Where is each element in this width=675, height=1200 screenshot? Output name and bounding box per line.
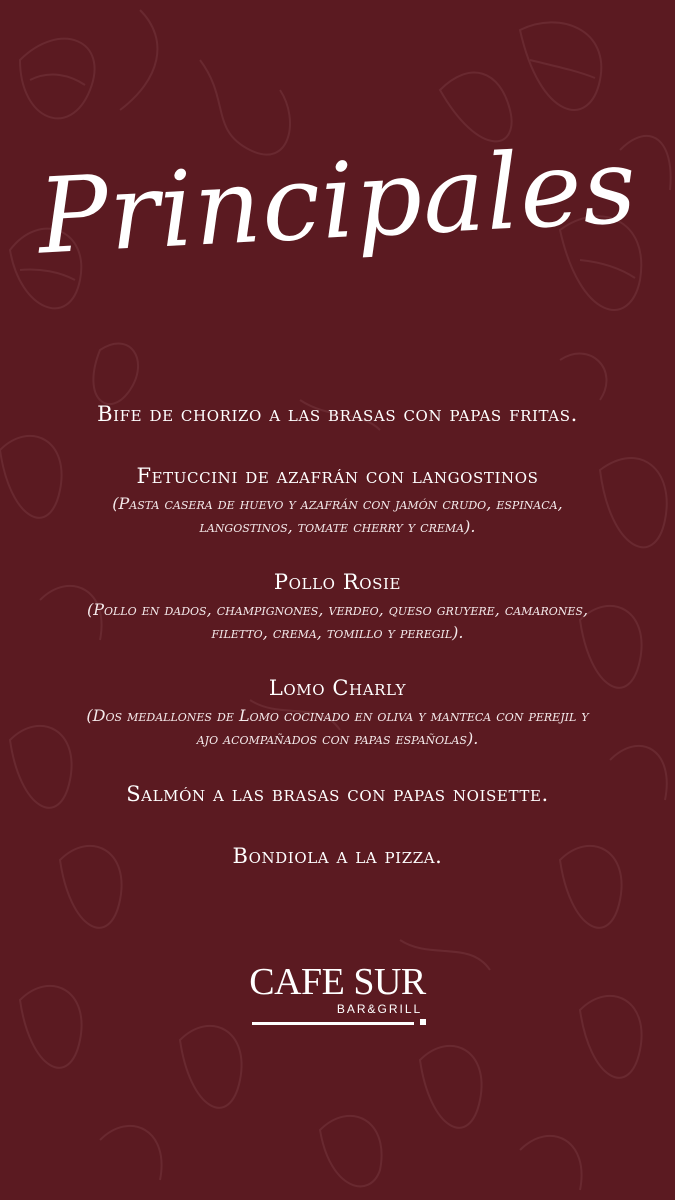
logo-wordmark: CAFE SUR (249, 961, 426, 1003)
menu-item (0, 566, 675, 644)
menu-item-name: Fetuccini de azafrán con langostinos (136, 464, 539, 488)
menu-item-name: Pollo Rosie (273, 570, 402, 594)
menu-item (0, 672, 675, 750)
menu-item (0, 460, 675, 538)
page-title: Principales (35, 124, 640, 278)
menu-item (0, 398, 675, 430)
menu-item-description: (Dos medallones de Lomo cocinado en oliva y manteca con perejil y ajo acompañados con papas españolas). (86, 706, 589, 748)
logo-subtitle: BAR&GRILL (336, 1002, 423, 1016)
logo-dot (420, 1019, 426, 1025)
menu-item-name: Salmón a las brasas con papas noisette. (126, 782, 549, 806)
menu-item-description: (Pasta casera de huevo y azafrán con jamón crudo, espinaca, langostinos, tomate cherry y crema). (112, 494, 563, 536)
menu-item-description: (Pollo en dados, champignones, verdeo, queso gruyere, camarones, filetto, crema, tomillo y peregil). (86, 600, 589, 642)
menu-list (0, 398, 675, 872)
menu-item-name: Bondiola a la pizza. (232, 844, 443, 868)
menu-item-name: Lomo Charly (268, 676, 407, 700)
cafe-sur-logo (0, 962, 675, 1025)
logo-underline (252, 1022, 414, 1025)
menu-item-name: Bife de chorizo a las brasas con papas fritas. (97, 402, 578, 426)
menu-item (0, 778, 675, 810)
menu-item (0, 840, 675, 872)
